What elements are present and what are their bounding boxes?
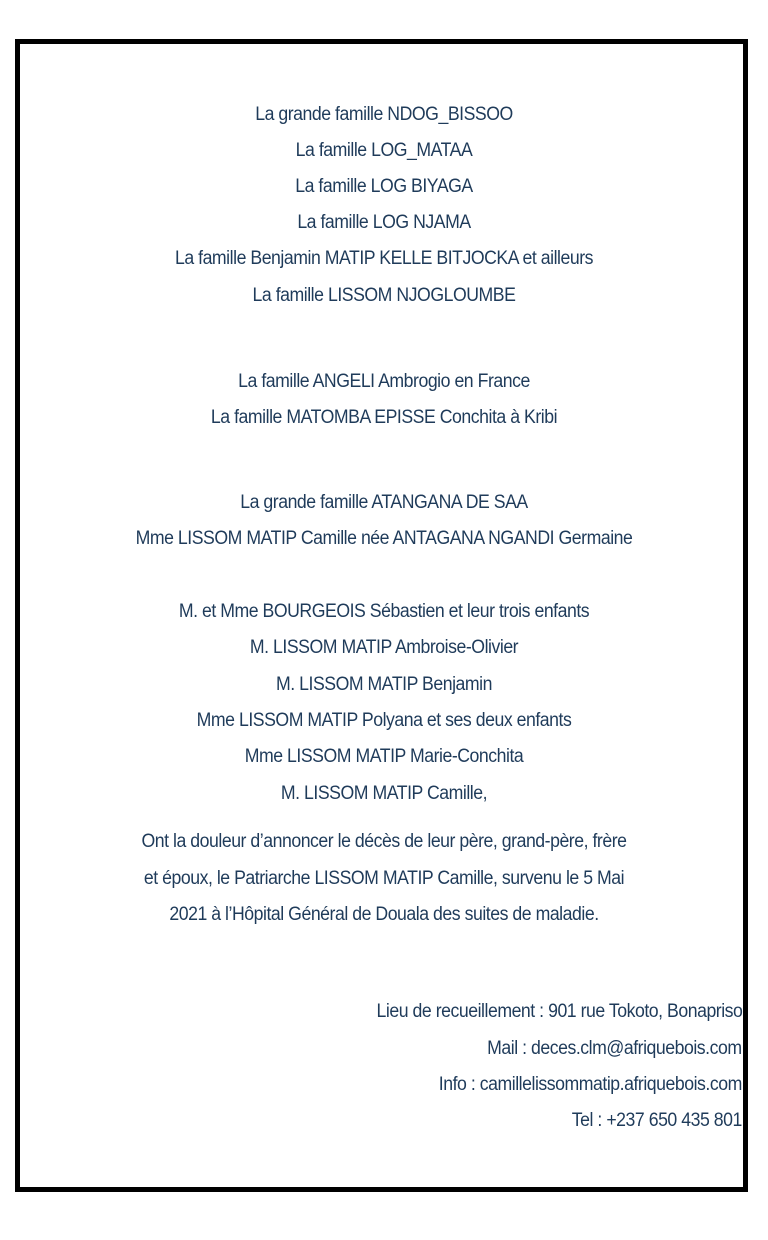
family-line: La famille LOG_MATAA: [295, 140, 473, 161]
family-line: La famille ANGELI Ambrogio en France: [238, 371, 530, 392]
location-line: Lieu de recueillement : 901 rue Tokoto, Bonapriso: [376, 1001, 742, 1022]
child-line: Mme LISSOM MATIP Polyana et ses deux enfants: [196, 710, 572, 731]
family-line: La famille LISSOM NJOGLOUMBE: [252, 285, 516, 306]
family-line: La famille MATOMBA EPISSE Conchita à Kribi: [210, 407, 558, 428]
announcement-line: Ont la douleur d’annoncer le décès de leur père, grand-père, frère: [141, 831, 627, 852]
family-line: La famille Benjamin MATIP KELLE BITJOCKA et ailleurs: [174, 248, 594, 269]
spouse-line: Mme LISSOM MATIP Camille née ANTAGANA NGANDI Germaine: [135, 528, 633, 549]
family-line: La grande famille NDOG_BISSOO: [255, 104, 513, 125]
family-line: La famille LOG BIYAGA: [295, 176, 473, 197]
family-line: La grande famille ATANGANA DE SAA: [240, 492, 528, 513]
child-line: M. LISSOM MATIP Camille,: [280, 783, 488, 804]
info-line: Info : camillelissommatip.afriquebois.com: [438, 1074, 742, 1095]
tel-line: Tel : +237 650 435 801: [571, 1110, 742, 1131]
child-line: M. LISSOM MATIP Benjamin: [275, 674, 492, 695]
mail-line: Mail : deces.clm@afriquebois.com: [487, 1038, 742, 1059]
announcement-line: et époux, le Patriarche LISSOM MATIP Camille, survenu le 5 Mai: [143, 868, 625, 889]
family-line: La famille LOG NJAMA: [297, 212, 471, 233]
child-line: Mme LISSOM MATIP Marie-Conchita: [244, 746, 524, 767]
child-line: M. LISSOM MATIP Ambroise-Olivier: [249, 637, 519, 658]
child-line: M. et Mme BOURGEOIS Sébastien et leur trois enfants: [178, 601, 590, 622]
announcement-line: 2021 à l’Hôpital Général de Douala des suites de maladie.: [169, 904, 599, 925]
